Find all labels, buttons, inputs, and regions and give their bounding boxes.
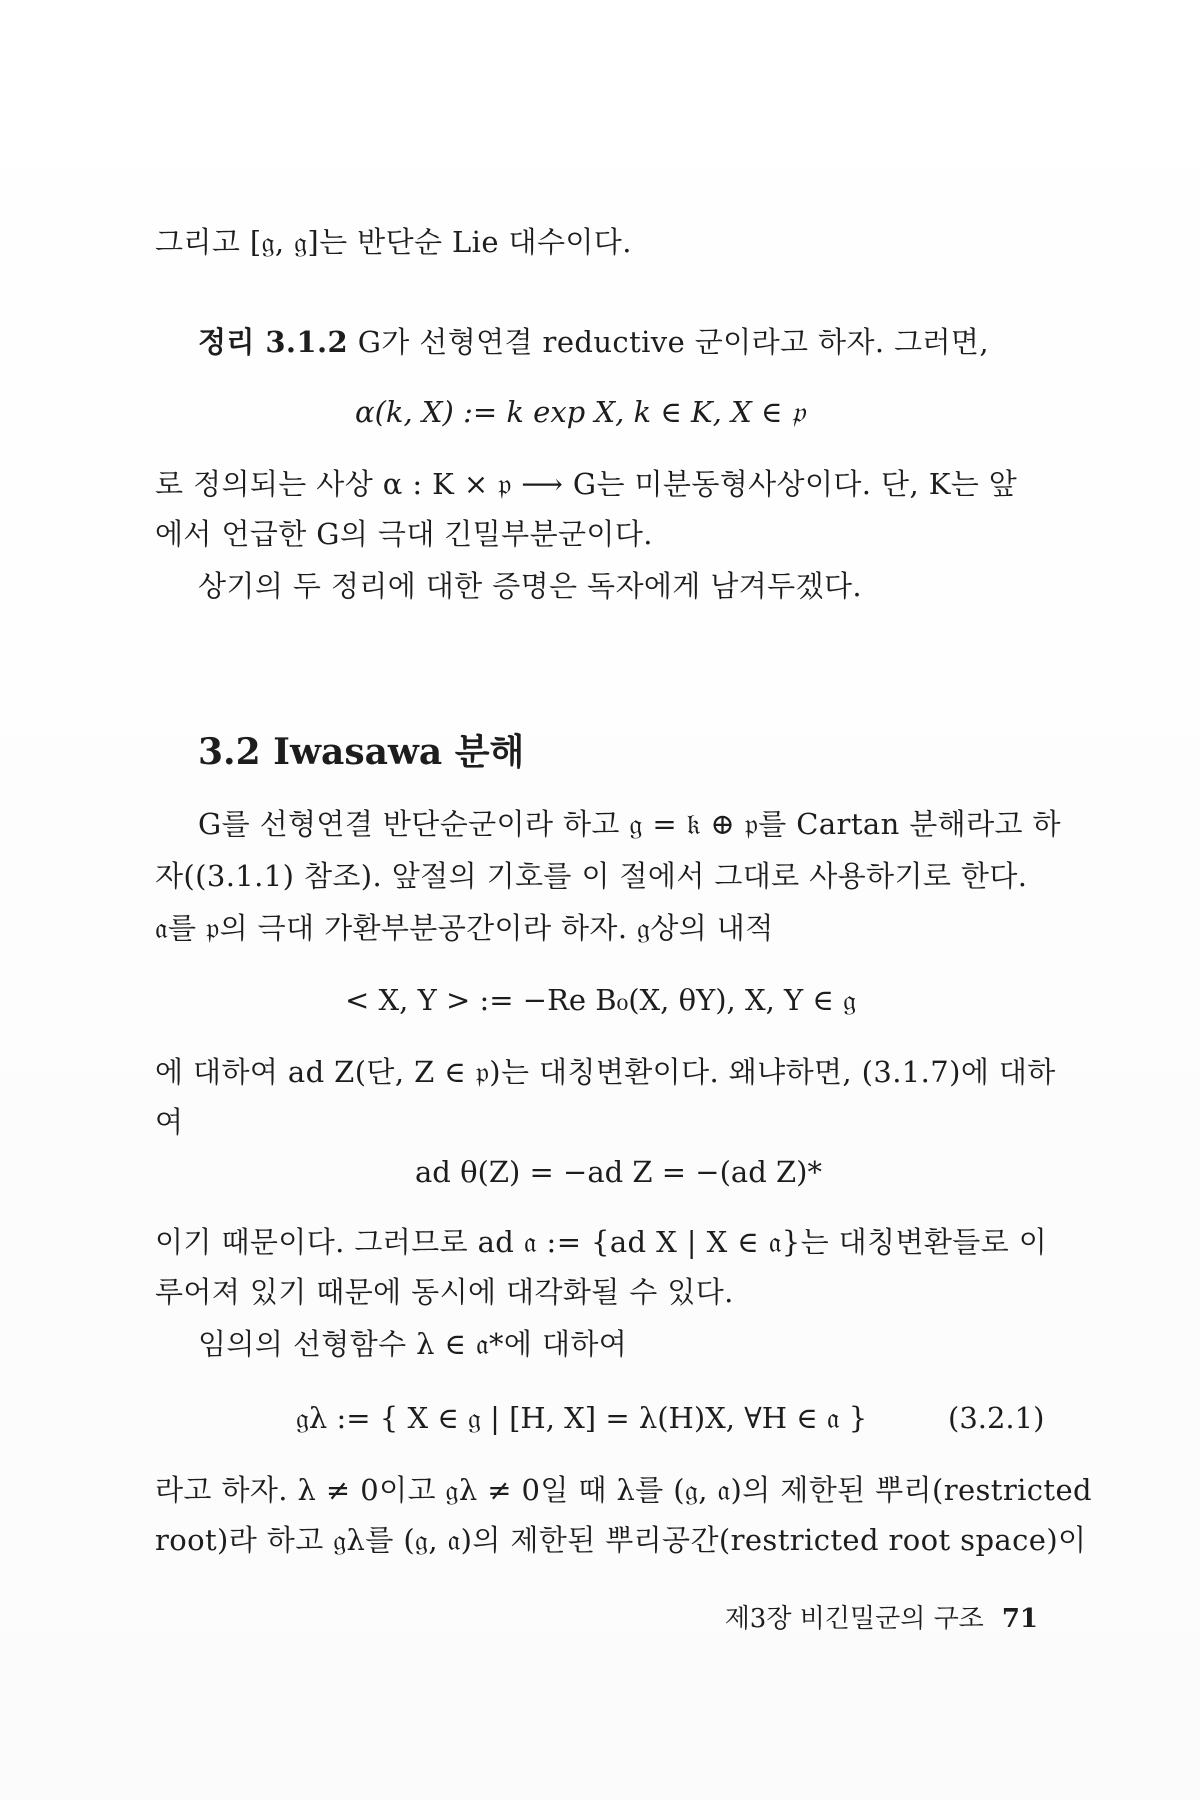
text-line-5: 상기의 두 정리에 대한 증명은 독자에게 남겨두겠다. — [198, 569, 863, 603]
theorem-statement: G가 선형연결 reductive 군이라고 하자. 그러면, — [357, 325, 989, 359]
paragraph-line-10: root)라 하고 𝔤λ를 (𝔤, 𝔞)의 제한된 뿌리공간(restricted root space)이 — [155, 1523, 1087, 1557]
paragraph-line-1: G를 선형연결 반단순군이라 하고 𝔤 = 𝔨 ⊕ 𝔭를 Cartan 분해라고 하 — [198, 807, 1061, 841]
paragraph-line-4: 에 대하여 ad Z(단, Z ∈ 𝔭)는 대칭변환이다. 왜냐하면, (3.1.7)에 대하 — [155, 1055, 1056, 1089]
equation-inner-product: < X, Y > := −Re B₀(X, θY), X, Y ∈ 𝔤 — [345, 983, 857, 1017]
paragraph-line-3: 𝔞를 𝔭의 극대 가환부분공간이라 하자. 𝔤상의 내적 — [155, 911, 774, 945]
page-footer — [700, 1598, 1038, 1635]
chapter-title: 제3장 비긴밀군의 구조 — [724, 1604, 984, 1634]
equation-root-space: 𝔤λ := { X ∈ 𝔤 | [H, X] = λ(H)X, ∀H ∈ 𝔞 } — [296, 1401, 868, 1435]
text-line-4: 에서 언급한 G의 극대 긴밀부분군이다. — [155, 517, 653, 551]
theorem-3-1-2 — [198, 322, 989, 362]
text-line-1: 그리고 [𝔤, 𝔤]는 반단순 Lie 대수이다. — [155, 225, 632, 259]
paragraph-line-9: 라고 하자. λ ≠ 0이고 𝔤λ ≠ 0일 때 λ를 (𝔤, 𝔞)의 제한된 뿌리(restricted — [155, 1473, 1093, 1507]
paragraph-line-5: 여 — [155, 1105, 184, 1139]
section-heading: 3.2 Iwasawa 분해 — [198, 731, 525, 773]
text-line-3: 로 정의되는 사상 α : K × 𝔭 ⟶ G는 미분동형사상이다. 단, K는 앞 — [155, 467, 1018, 501]
equation-number: (3.2.1) — [948, 1401, 1045, 1435]
theorem-label: 정리 3.1.2 — [198, 325, 349, 359]
paragraph-line-8: 임의의 선형함수 λ ∈ 𝔞*에 대하여 — [198, 1327, 628, 1361]
page-number: 71 — [1001, 1604, 1038, 1634]
equation-alpha: α(k, X) := k exp X, k ∈ K, X ∈ 𝔭 — [355, 395, 805, 429]
paragraph-line-2: 자((3.1.1) 참조). 앞절의 기호를 이 절에서 그대로 사용하기로 한다. — [155, 859, 1028, 893]
paragraph-line-7: 루어져 있기 때문에 동시에 대각화될 수 있다. — [155, 1275, 734, 1309]
equation-ad-theta: ad θ(Z) = −ad Z = −(ad Z)* — [415, 1155, 822, 1189]
paragraph-line-6: 이기 때문이다. 그러므로 ad 𝔞 := {ad X | X ∈ 𝔞}는 대칭변환들로 이 — [155, 1225, 1048, 1259]
